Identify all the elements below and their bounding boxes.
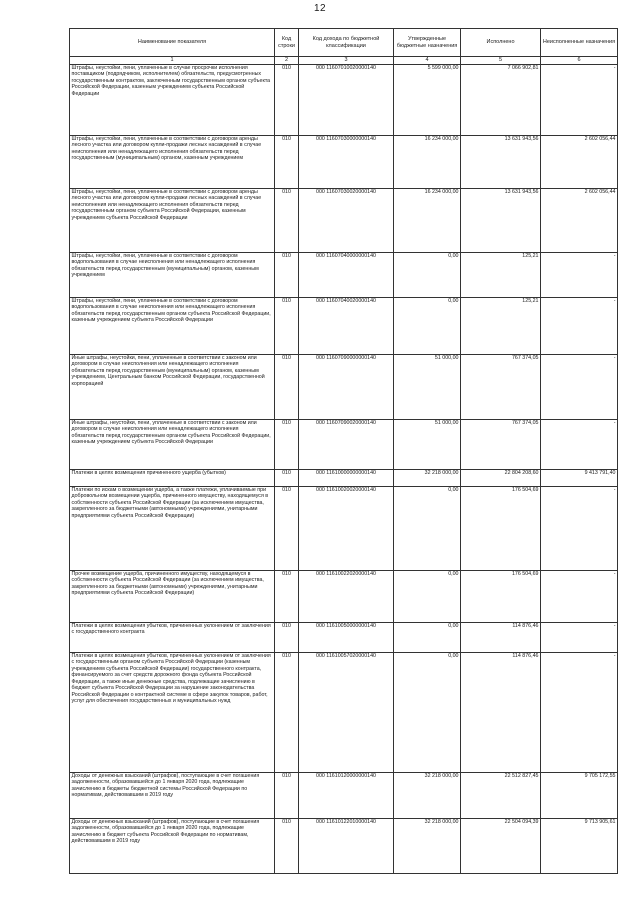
row-executed-amount: 125,21 <box>461 298 541 355</box>
column-number-row <box>70 57 618 65</box>
row-name: Платежи в целях возмещения убытков, причиненных уклонением от заключения с государственного контракта <box>70 623 275 653</box>
column-number: 2 <box>275 57 299 65</box>
row-executed-amount: 767 374,05 <box>461 420 541 470</box>
row-approved-amount: 0,00 <box>394 298 461 355</box>
row-unfulfilled-amount: 2 602 056,44 <box>541 136 618 189</box>
header-executed: Исполнено <box>461 29 541 57</box>
row-kbk: 000 11607090020000140 <box>299 420 394 470</box>
row-kbk: 000 11610022020000140 <box>299 571 394 623</box>
table-row <box>70 470 618 487</box>
header-kbk: Код дохода по бюджетной классификации <box>299 29 394 57</box>
row-name: Штрафы, неустойки, пени, уплаченные в соответствии с договором аренды лесного участка или договором купли-продажи лесных насаждений в случае неисполнения или ненадлежащего исполнения обязательств перед государственным органом субъекта Российской Федерации, казенным учреждением субъекта Российской Федерации <box>70 189 275 253</box>
row-name: Иные штрафы, неустойки, пени, уплаченные в соответствии с законом или договором в случае неисполнения или ненадлежащего исполнения обязательств перед государственным (муниципальным) органом, казенным учреждением, Центральным банком Российской Федерации, государственной корпорацией <box>70 355 275 420</box>
row-name: Платежи в целях возмещения убытков, причиненных уклонением от заключения с государственным органом субъекта Российской Федерации (казенным учреждением субъекта Российской Федерации) государственного контракта, финансируемого за счет средств дорожного фонда субъекта Российской Федерации, а также иные денежные средства, подлежащие зачислению в бюджет субъекта Российской Федерации за нарушение законодательства Российской Федерации о контрактной системе в сфере закупок товаров, работ, услуг для обеспечения государственных и муниципальных нужд <box>70 653 275 773</box>
table-row <box>70 136 618 189</box>
row-unfulfilled-amount: - <box>541 487 618 571</box>
row-line-code: 010 <box>275 253 299 298</box>
table-row <box>70 189 618 253</box>
row-line-code: 010 <box>275 773 299 819</box>
row-name: Иные штрафы, неустойки, пени, уплаченные в соответствии с законом или договором в случае неисполнения или ненадлежащего исполнения обязательств перед государственным органом субъекта Российской Федерации, казенным учреждением субъекта Российской Федерации <box>70 420 275 470</box>
row-unfulfilled-amount: - <box>541 653 618 773</box>
table-row <box>70 571 618 623</box>
header-unfulfilled: Неисполненные назначения <box>541 29 618 57</box>
row-executed-amount: 22 504 094,39 <box>461 819 541 874</box>
row-name: Штрафы, неустойки, пени, уплаченные в случае просрочки исполнения поставщиком (подрядчиком, исполнителем) обязательств, предусмотренных государственным контрактом, заключенным государственным органом субъекта Российской Федерации, казенным учреждением субъекта Российской Федерации <box>70 65 275 136</box>
column-number: 5 <box>461 57 541 65</box>
header-line-code: Код строки <box>275 29 299 57</box>
table-row <box>70 773 618 819</box>
row-kbk: 000 11607040020000140 <box>299 298 394 355</box>
row-line-code: 010 <box>275 136 299 189</box>
row-approved-amount: 51 000,00 <box>394 355 461 420</box>
table-row <box>70 487 618 571</box>
page-number: 12 <box>313 3 327 14</box>
row-unfulfilled-amount: - <box>541 623 618 653</box>
report-table <box>69 28 618 874</box>
row-unfulfilled-amount: - <box>541 298 618 355</box>
row-executed-amount: 13 631 943,56 <box>461 136 541 189</box>
row-line-code: 010 <box>275 298 299 355</box>
row-name: Доходы от денежных взысканий (штрафов), поступающие в счет погашения задолженности, образовавшейся до 1 января 2020 года, подлежащие зачислению в бюджеты бюджетной системы Российской Федерации по нормативам, действовавшим в 2019 году <box>70 773 275 819</box>
table-row <box>70 653 618 773</box>
row-line-code: 010 <box>275 571 299 623</box>
row-kbk: 000 11607030020000140 <box>299 189 394 253</box>
row-unfulfilled-amount: 9 705 172,55 <box>541 773 618 819</box>
row-name: Доходы от денежных взысканий (штрафов), поступающие в счет погашения задолженности, образовавшейся до 1 января 2020 года, подлежащие зачислению в бюджет субъекта Российской Федерации по нормативам, действовавшим в 2019 году <box>70 819 275 874</box>
report-body <box>70 65 618 874</box>
header-approved: Утвержденные бюджетные назначения <box>394 29 461 57</box>
row-name: Штрафы, неустойки, пени, уплаченные в соответствии с договором водопользования в случае неисполнения или ненадлежащего исполнения обязательств перед государственным (муниципальным) органом, казенным учреждением <box>70 253 275 298</box>
row-line-code: 010 <box>275 189 299 253</box>
column-number: 4 <box>394 57 461 65</box>
row-unfulfilled-amount: 9 413 791,40 <box>541 470 618 487</box>
row-kbk: 000 11607010020000140 <box>299 65 394 136</box>
table-row <box>70 819 618 874</box>
row-approved-amount: 5 599 000,00 <box>394 65 461 136</box>
row-kbk: 000 11610122010000140 <box>299 819 394 874</box>
row-unfulfilled-amount: - <box>541 571 618 623</box>
row-kbk: 000 11607040000000140 <box>299 253 394 298</box>
table-row <box>70 253 618 298</box>
row-approved-amount: 16 234 000,00 <box>394 189 461 253</box>
column-number: 6 <box>541 57 618 65</box>
row-executed-amount: 22 512 827,45 <box>461 773 541 819</box>
row-executed-amount: 176 504,69 <box>461 487 541 571</box>
row-kbk: 000 11607090000000140 <box>299 355 394 420</box>
row-approved-amount: 0,00 <box>394 253 461 298</box>
table-row <box>70 298 618 355</box>
table-row <box>70 355 618 420</box>
row-line-code: 010 <box>275 653 299 773</box>
row-name: Штрафы, неустойки, пени, уплаченные в соответствии с договором аренды лесного участка или договором купли-продажи лесных насаждений в случае неисполнения или ненадлежащего исполнения обязательств перед государственным (муниципальным) органом, казенным учреждением <box>70 136 275 189</box>
row-executed-amount: 13 631 943,56 <box>461 189 541 253</box>
table-row <box>70 420 618 470</box>
row-executed-amount: 114 876,46 <box>461 653 541 773</box>
row-unfulfilled-amount: - <box>541 253 618 298</box>
row-line-code: 010 <box>275 487 299 571</box>
row-approved-amount: 0,00 <box>394 487 461 571</box>
row-line-code: 010 <box>275 819 299 874</box>
row-approved-amount: 51 000,00 <box>394 420 461 470</box>
row-unfulfilled-amount: 2 602 056,44 <box>541 189 618 253</box>
column-number: 3 <box>299 57 394 65</box>
column-number: 1 <box>70 57 275 65</box>
row-unfulfilled-amount: 9 713 905,61 <box>541 819 618 874</box>
row-approved-amount: 0,00 <box>394 623 461 653</box>
row-line-code: 010 <box>275 65 299 136</box>
row-executed-amount: 7 066 902,81 <box>461 65 541 136</box>
row-kbk: 000 11610057020000140 <box>299 653 394 773</box>
header-row <box>70 29 618 57</box>
row-kbk: 000 11610020020000140 <box>299 487 394 571</box>
row-name: Платежи в целях возмещения причиненного ущерба (убытков) <box>70 470 275 487</box>
row-kbk: 000 11610050000000140 <box>299 623 394 653</box>
row-executed-amount: 22 804 208,60 <box>461 470 541 487</box>
header-name: Наименование показателя <box>70 29 275 57</box>
row-approved-amount: 0,00 <box>394 571 461 623</box>
row-line-code: 010 <box>275 420 299 470</box>
row-line-code: 010 <box>275 623 299 653</box>
row-approved-amount: 16 234 000,00 <box>394 136 461 189</box>
row-kbk: 000 11610000000000140 <box>299 470 394 487</box>
table-row <box>70 65 618 136</box>
table-row <box>70 623 618 653</box>
row-kbk: 000 11610120000000140 <box>299 773 394 819</box>
row-name: Прочее возмещение ущерба, причиненного имуществу, находящемуся в собственности субъекта Российской Федерации (за исключением имущества, закрепленного за бюджетными (автономными) учреждениями, унитарными предприятиями субъекта Российской Федерации) <box>70 571 275 623</box>
row-approved-amount: 32 218 000,00 <box>394 819 461 874</box>
row-approved-amount: 32 218 000,00 <box>394 470 461 487</box>
row-line-code: 010 <box>275 470 299 487</box>
row-approved-amount: 0,00 <box>394 653 461 773</box>
row-approved-amount: 32 218 000,00 <box>394 773 461 819</box>
row-executed-amount: 176 504,69 <box>461 571 541 623</box>
row-name: Штрафы, неустойки, пени, уплаченные в соответствии с договором водопользования в случае неисполнения или ненадлежащего исполнения обязательств перед государственным органом субъекта Российской Федерации, казенным учреждением субъекта Российской Федерации <box>70 298 275 355</box>
row-line-code: 010 <box>275 355 299 420</box>
row-executed-amount: 767 374,05 <box>461 355 541 420</box>
row-executed-amount: 125,21 <box>461 253 541 298</box>
row-unfulfilled-amount: - <box>541 355 618 420</box>
row-name: Платежи по искам о возмещении ущерба, а также платежи, уплачиваемые при добровольном возмещении ущерба, причиненного имуществу, находящемуся в собственности субъекта Российской Федерации (за исключением имущества, закрепленного за бюджетными (автономными) учреждениями, унитарными предприятиями субъекта Российской Федерации) <box>70 487 275 571</box>
row-kbk: 000 11607030000000140 <box>299 136 394 189</box>
row-unfulfilled-amount: - <box>541 65 618 136</box>
row-executed-amount: 114 876,46 <box>461 623 541 653</box>
row-unfulfilled-amount: - <box>541 420 618 470</box>
